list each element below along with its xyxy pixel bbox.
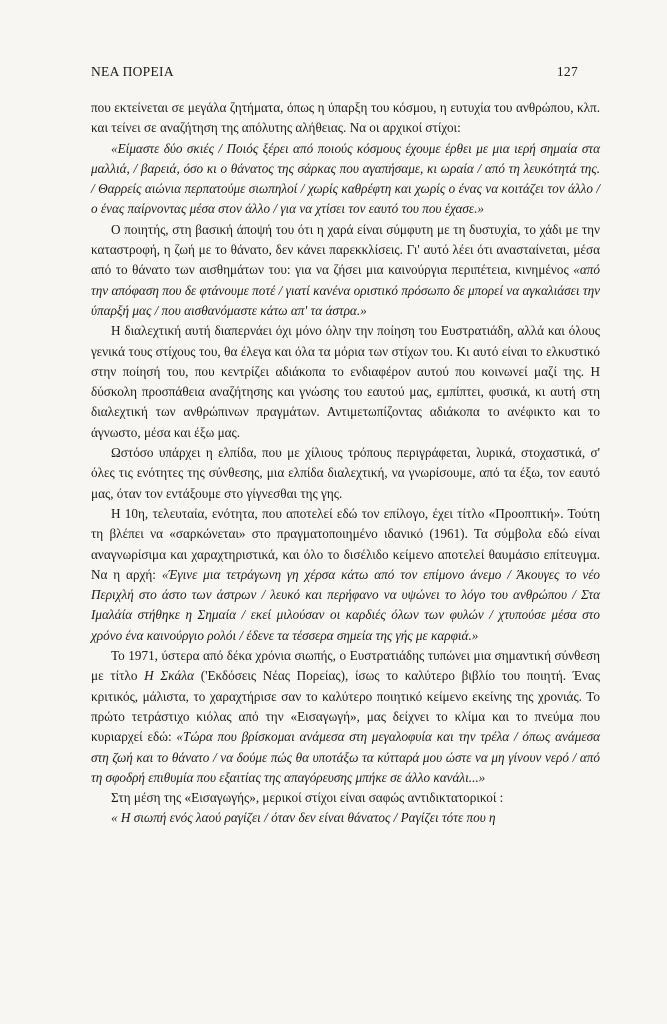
paragraph (91, 220, 600, 321)
page-number: 127 (556, 64, 578, 79)
italic-quote-text: «από την απόφαση που δε φτάνουμε ποτέ / γιατί κανένα οριστικό πρόσωπο δε μπορεί να αγκαλιάσει την ύπαρξή μας / που αισθανόμαστε κάτω απ' τα άστρα.» (91, 262, 600, 318)
italic-quote-text: « Η σιωπή ενός λαού ραγίζει / όταν δεν είναι θάνατος / Ραγίζει τότε που η (111, 810, 496, 826)
paragraph (91, 808, 600, 828)
paragraph (91, 788, 600, 808)
paragraph-text: Το 1971, ύστερα από δέκα χρόνια σιωπής, ο Ευστρατιάδης τυπώνει μια σημαντική σύνθεση με τίτλο (91, 648, 600, 684)
paragraph (91, 504, 600, 646)
italic-quote-text: «Είμαστε δύο σκιές / Ποιός ξέρει από ποιούς κόσμους έχουμε έρθει με μια ιερή σημαία στα μαλλιά, / βαρειά, όσο κι ο θάνατος της σάρκας που αγαπήσαμε, κι ωραία / από τη λευκότητά της. / Θαρρείς αιώνια περπατούμε σιωπηλοί / χωρίς καθρέφτη και χωρίς ο ένας να κοιτάζει τον άλλο / ο ένας παίρνοντας μέσα στον άλλο / για να χτίσει τον εαυτό του που έχασε.» (91, 140, 600, 217)
paragraph-text: Ωστόσο υπάρχει η ελπίδα, που με χίλιους τρόπους περιγράφεται, λυρικά, στοχαστικά, σ' όλες τις ενότητες της σύνθεσης, μια ελπίδα διαλεχτική, να γνωρίσουμε, από τα έξω, τον εαυτό μας, όταν τον εντάξουμε στο γίγνεσθαι της γης. (91, 445, 600, 501)
paragraph (91, 321, 600, 443)
paragraph-text: που εκτείνεται σε μεγάλα ζητήματα, όπως η ύπαρξη του κόσμου, η ευτυχία του ανθρώπου, κλπ. και τείνει σε αναζήτηση της απόλυτης αλήθειας. Να οι αρχικοί στίχοι: (91, 100, 600, 136)
paragraph-text: Ο ποιητής, στη βασική άποψή του ότι η χαρά είναι σύμφυτη με τη δυστυχία, το χάδι με την καταστροφή, η ζωή με το θάνατο, δεν κάνει παρεκκλίσεις. Γι' αυτό λέει ότι ανασταίνεται, μέσα από το θάνατο των αισθημάτων του: για να ζήσει μια καινούργια περιπέτεια, κινημένος (91, 221, 600, 278)
paragraph (91, 139, 600, 220)
paragraph (91, 98, 600, 139)
journal-title: ΝΕΑ ΠΟΡΕΙΑ (91, 64, 174, 79)
paragraph-text: Η 10η, τελευταία, ενότητα, που αποτελεί εδώ τον επίλογο, έχει τίτλο «Προοπτική». Τούτη τη βλέπει να «σαρκώνεται» στο πραγματοποιημένο ιδανικό (1961). Τα σύμβολα εδώ είναι αναγνωρίσιμα και χαραχτηριστικά, και όλο το δισέλιδο κείμενο αποτελεί θαυμάσιο επίτευγμα. Να η αρχή: (91, 505, 600, 582)
italic-quote-text: «Τώρα που βρίσκομαι ανάμεσα στη μεγαλοφυία και την τρέλα / όπως ανάμεσα στη ζωή και το θάνατο / να δούμε πώς θα υποτάξω τα κύτταρά μου ώστε να μη γίνουν νερό / από τη σφοδρή επιθυμία που εξαιτίας της απαγόρευσης μπήκε σε άλλο κανάλι...» (91, 729, 601, 785)
article-body (91, 98, 600, 829)
running-header (91, 64, 578, 80)
paragraph-text: Η διαλεχτική αυτή διαπερνάει όχι μόνο όλην την ποίηση του Ευστρατιάδη, αλλά και όλους γενικά τους στίχους του, θα έλεγα και όλα τα μόρια των στίχων του. Κι αυτό είναι το ελκυστικό στην ποίησή του, που κεντρίζει αδιάκοπα το ενδιαφέρον αυτού που κοινωνεί μαζί της. Η δύσκολη προσπάθεια αναζήτησης και γνώσης του εαυτού μας, εμπίπτει, φυσικά, κι αυτή στη διαλεχτική των ανθρώπινων πραγμάτων. Αντιμετωπίζοντας αδιάκοπα το ανέφικτο και το άγνωστο, μέσα και έξω μας. (91, 323, 600, 440)
italic-quote-text: «Έγινε μια τετράγωνη γη χέρσα κάτω από τον επίμονο άνεμο / Άκουγες το νέο Περιχλή στο άστο των άστρων / λευκό και περήφανο να υψώνει το λόγο του ανθρώπου / Στα Ιμαλάία στήθηκε η Σημαία / εκεί μιλούσαν οι καρδιές όλων των φυλών / χτυπούσε μέσα στο χρόνο ένα καινούργιο ρολόι / έδενε τα τέσσερα σημεία της γής με καρφιά.» (91, 566, 601, 643)
italic-quote-text: Η Σκάλα (144, 668, 195, 684)
paragraph-text: Στη μέση της «Εισαγωγής», μερικοί στίχοι είναι σαφώς αντιδικτατορικοί : (111, 790, 504, 806)
paragraph-text: ('Εκδόσεις Νέας Πορείας), ίσως το καλύτερο βιβλίο του ποιητή. Ένας κριτικός, μάλιστα, το χαραχτήρισε σαν το καλύτερο ποιητικό κείμενο εκείνης της χρονιάς. Το πρώτο τετράστιχο κιόλας από την «Εισαγωγή», μας δείχνει το κλίμα και το πνεύμα που κυριαρχεί εδώ: (91, 668, 600, 745)
paragraph (91, 646, 600, 788)
paragraph (91, 443, 600, 504)
